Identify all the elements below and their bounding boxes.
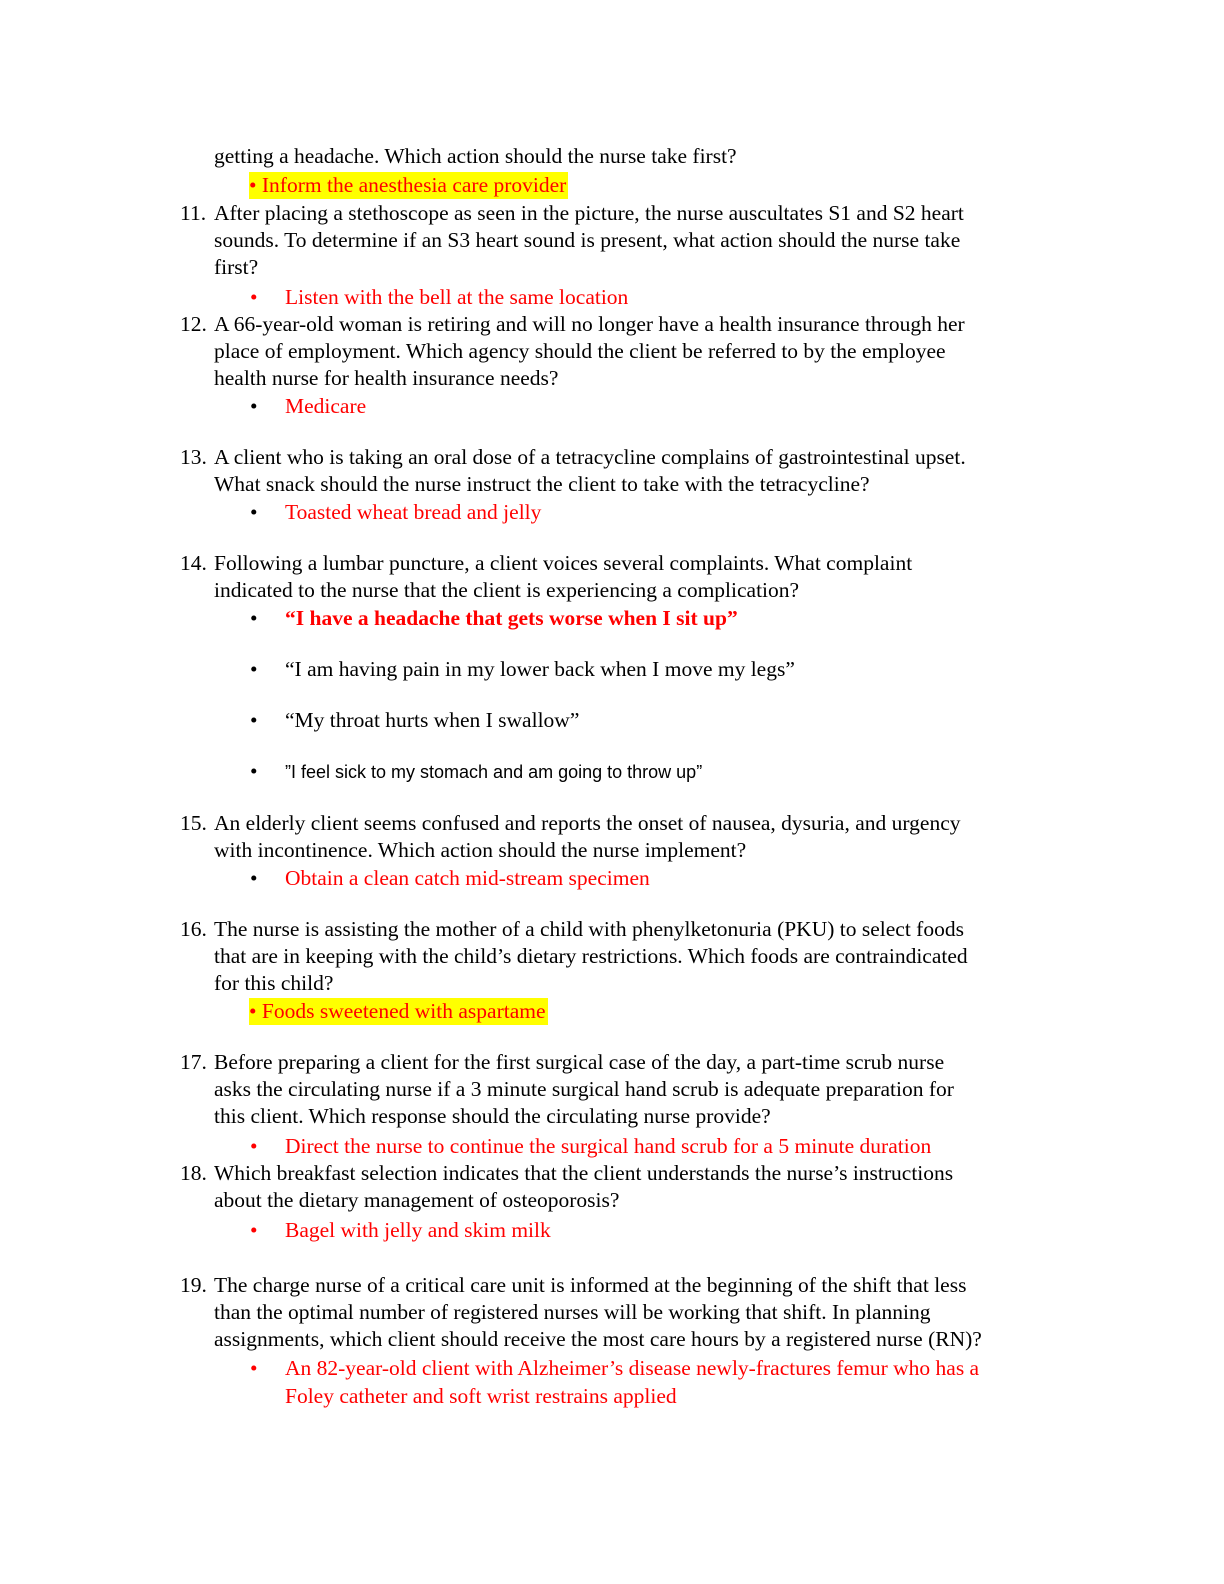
question-16-line: that are in keeping with the child’s dietary restrictions. Which foods are contraindicated — [214, 944, 968, 968]
question-13-line: What snack should the nurse instruct the client to take with the tetracycline? — [214, 472, 870, 496]
question-11-line: After placing a stethoscope as seen in the picture, the nurse auscultates S1 and S2 heart — [214, 201, 964, 225]
question-11-line: sounds. To determine if an S3 heart sound is present, what action should the nurse take — [214, 228, 961, 252]
answer-11: Listen with the bell at the same location — [285, 285, 629, 309]
option-14: “My throat hurts when I swallow” — [285, 708, 580, 732]
question-18-line: Which breakfast selection indicates that the client understands the nurse’s instructions — [214, 1161, 954, 1185]
question-number: 17. — [180, 1050, 207, 1074]
answer-10: • Inform the anesthesia care provider — [249, 173, 567, 197]
question-12-line: place of employment. Which agency should the client be referred to by the employee — [214, 339, 946, 363]
bullet-icon: • — [250, 657, 258, 681]
question-number: 11. — [180, 201, 207, 225]
question-number: 18. — [180, 1161, 207, 1185]
answer-15: Obtain a clean catch mid-stream specimen — [285, 866, 650, 890]
question-number: 12. — [180, 312, 207, 336]
bullet-icon: • — [250, 606, 258, 630]
bullet-icon: • — [250, 708, 258, 732]
question-19-line: than the optimal number of registered nurses will be working that shift. In planning — [214, 1300, 931, 1324]
question-12-line: A 66-year-old woman is retiring and will no longer have a health insurance through her — [214, 312, 965, 336]
question-10-continuation: getting a headache. Which action should the nurse take first? — [214, 144, 737, 168]
question-11-line: first? — [214, 255, 259, 279]
answer-17: Direct the nurse to continue the surgical hand scrub for a 5 minute duration — [285, 1134, 932, 1158]
answer-12: Medicare — [285, 394, 367, 418]
bullet-icon: • — [250, 1356, 258, 1380]
option-14: ”I feel sick to my stomach and am going to throw up” — [285, 762, 703, 782]
question-number: 14. — [180, 551, 207, 575]
question-13-line: A client who is taking an oral dose of a tetracycline complains of gastrointestinal upset. — [214, 445, 966, 469]
answer-14: “I have a headache that gets worse when I sit up” — [285, 606, 738, 630]
option-14: “I am having pain in my lower back when I move my legs” — [285, 657, 795, 681]
bullet-icon: • — [250, 1218, 258, 1242]
answer-19: Foley catheter and soft wrist restrains applied — [285, 1384, 677, 1408]
answer-19: An 82-year-old client with Alzheimer’s disease newly-fractures femur who has a — [285, 1356, 980, 1380]
question-number: 16. — [180, 917, 207, 941]
question-12-line: health nurse for health insurance needs? — [214, 366, 559, 390]
question-15-line: An elderly client seems confused and reports the onset of nausea, dysuria, and urgency — [214, 811, 961, 835]
answer-16: • Foods sweetened with aspartame — [249, 999, 546, 1023]
question-number: 13. — [180, 445, 207, 469]
question-19-line: assignments, which client should receive the most care hours by a registered nurse (RN)? — [214, 1327, 982, 1351]
question-14-line: Following a lumbar puncture, a client voices several complaints. What complaint — [214, 551, 913, 575]
bullet-icon: • — [250, 759, 258, 783]
answer-13: Toasted wheat bread and jelly — [285, 500, 542, 524]
question-16-line: The nurse is assisting the mother of a child with phenylketonuria (PKU) to select foods — [214, 917, 964, 941]
question-14-line: indicated to the nurse that the client is experiencing a complication? — [214, 578, 800, 602]
question-16-line: for this child? — [214, 971, 334, 995]
bullet-icon: • — [250, 866, 258, 890]
bullet-icon: • — [250, 394, 258, 418]
question-19-line: The charge nurse of a critical care unit is informed at the beginning of the shift that less — [214, 1273, 967, 1297]
question-number: 19. — [180, 1273, 207, 1297]
question-15-line: with incontinence. Which action should the nurse implement? — [214, 838, 747, 862]
question-number: 15. — [180, 811, 207, 835]
answer-18: Bagel with jelly and skim milk — [285, 1218, 551, 1242]
question-17-line: this client. Which response should the circulating nurse provide? — [214, 1104, 771, 1128]
question-18-line: about the dietary management of osteoporosis? — [214, 1188, 620, 1212]
question-17-line: asks the circulating nurse if a 3 minute surgical hand scrub is adequate preparation for — [214, 1077, 954, 1101]
bullet-icon: • — [250, 285, 258, 309]
bullet-icon: • — [250, 1134, 258, 1158]
bullet-icon: • — [250, 500, 258, 524]
question-17-line: Before preparing a client for the first surgical case of the day, a part-time scrub nurse — [214, 1050, 945, 1074]
